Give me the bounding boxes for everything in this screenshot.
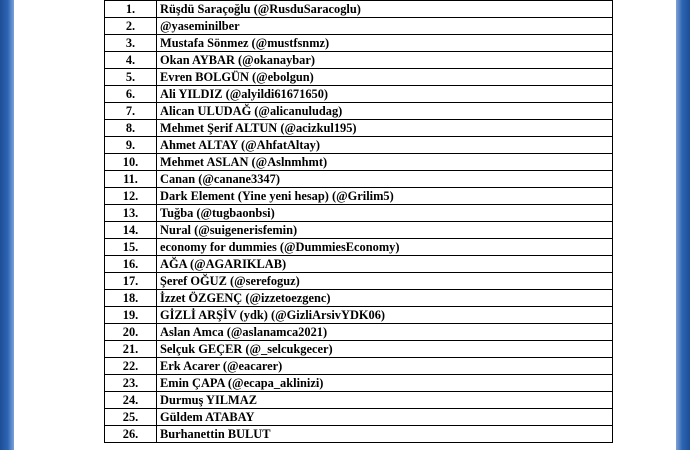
row-number: 20. bbox=[105, 324, 157, 341]
row-account-name: Durmuş YILMAZ bbox=[157, 392, 613, 409]
row-account-name: Mehmet ASLAN (@Aslnmhmt) bbox=[157, 154, 613, 171]
table-row bbox=[105, 52, 613, 69]
table-row bbox=[105, 171, 613, 188]
table-row bbox=[105, 188, 613, 205]
row-account-name: Canan (@canane3347) bbox=[157, 171, 613, 188]
row-number: 13. bbox=[105, 205, 157, 222]
row-account-name: Rüşdü Saraçoğlu (@RusduSaracoglu) bbox=[157, 1, 613, 18]
row-number: 14. bbox=[105, 222, 157, 239]
table-row bbox=[105, 256, 613, 273]
table-row bbox=[105, 375, 613, 392]
row-number: 21. bbox=[105, 341, 157, 358]
table-row bbox=[105, 154, 613, 171]
row-account-name: AĞA (@AGARIKLAB) bbox=[157, 256, 613, 273]
row-number: 16. bbox=[105, 256, 157, 273]
table-row bbox=[105, 307, 613, 324]
row-account-name: Selçuk GEÇER (@_selcukgecer) bbox=[157, 341, 613, 358]
table-row bbox=[105, 69, 613, 86]
row-account-name: Erk Acarer (@eacarer) bbox=[157, 358, 613, 375]
table-row bbox=[105, 103, 613, 120]
row-number: 25. bbox=[105, 409, 157, 426]
row-account-name: İzzet ÖZGENÇ (@izzetoezgenc) bbox=[157, 290, 613, 307]
row-number: 4. bbox=[105, 52, 157, 69]
row-account-name: Tuğba (@tugbaonbsi) bbox=[157, 205, 613, 222]
row-account-name: Alican ULUDAĞ (@alicanuludag) bbox=[157, 103, 613, 120]
row-number: 2. bbox=[105, 18, 157, 35]
table-row bbox=[105, 239, 613, 256]
table-row bbox=[105, 273, 613, 290]
row-account-name: Mustafa Sönmez (@mustfsnmz) bbox=[157, 35, 613, 52]
row-number: 15. bbox=[105, 239, 157, 256]
left-border-strip bbox=[0, 0, 14, 450]
row-number: 12. bbox=[105, 188, 157, 205]
table-row bbox=[105, 409, 613, 426]
row-number: 8. bbox=[105, 120, 157, 137]
row-account-name: Okan AYBAR (@okanaybar) bbox=[157, 52, 613, 69]
table-row bbox=[105, 426, 613, 443]
name-list-table bbox=[104, 0, 613, 443]
row-number: 18. bbox=[105, 290, 157, 307]
row-number: 17. bbox=[105, 273, 157, 290]
row-account-name: Mehmet Şerif ALTUN (@acizkul195) bbox=[157, 120, 613, 137]
table-row bbox=[105, 324, 613, 341]
row-number: 1. bbox=[105, 1, 157, 18]
row-account-name: Evren BOLGÜN (@ebolgun) bbox=[157, 69, 613, 86]
row-number: 7. bbox=[105, 103, 157, 120]
row-number: 24. bbox=[105, 392, 157, 409]
row-account-name: Ahmet ALTAY (@AhfatAltay) bbox=[157, 137, 613, 154]
row-account-name: Burhanettin BULUT bbox=[157, 426, 613, 443]
table-row bbox=[105, 358, 613, 375]
name-list-rows bbox=[105, 1, 613, 443]
table-row bbox=[105, 341, 613, 358]
table-row bbox=[105, 1, 613, 18]
row-account-name: Güldem ATABAY bbox=[157, 409, 613, 426]
row-number: 5. bbox=[105, 69, 157, 86]
row-account-name: Dark Element (Yine yeni hesap) (@Grilim5) bbox=[157, 188, 613, 205]
table-row bbox=[105, 35, 613, 52]
name-list-table-container bbox=[104, 0, 613, 443]
table-row bbox=[105, 120, 613, 137]
row-account-name: @yaseminilber bbox=[157, 18, 613, 35]
table-row bbox=[105, 86, 613, 103]
row-account-name: Ali YILDIZ (@alyildi61671650) bbox=[157, 86, 613, 103]
table-row bbox=[105, 222, 613, 239]
table-row bbox=[105, 18, 613, 35]
right-border-strip bbox=[676, 0, 690, 450]
row-number: 23. bbox=[105, 375, 157, 392]
row-number: 3. bbox=[105, 35, 157, 52]
row-account-name: Aslan Amca (@aslanamca2021) bbox=[157, 324, 613, 341]
row-account-name: Emin ÇAPA (@ecapa_aklinizi) bbox=[157, 375, 613, 392]
table-row bbox=[105, 392, 613, 409]
row-account-name: Şeref OĞUZ (@serefoguz) bbox=[157, 273, 613, 290]
row-number: 11. bbox=[105, 171, 157, 188]
row-number: 10. bbox=[105, 154, 157, 171]
row-number: 22. bbox=[105, 358, 157, 375]
row-account-name: GİZLİ ARŞİV (ydk) (@GizliArsivYDK06) bbox=[157, 307, 613, 324]
row-number: 26. bbox=[105, 426, 157, 443]
row-number: 19. bbox=[105, 307, 157, 324]
row-number: 9. bbox=[105, 137, 157, 154]
row-number: 6. bbox=[105, 86, 157, 103]
table-row bbox=[105, 205, 613, 222]
row-account-name: economy for dummies (@DummiesEconomy) bbox=[157, 239, 613, 256]
table-row bbox=[105, 290, 613, 307]
row-account-name: Nural (@suigenerisfemin) bbox=[157, 222, 613, 239]
table-row bbox=[105, 137, 613, 154]
